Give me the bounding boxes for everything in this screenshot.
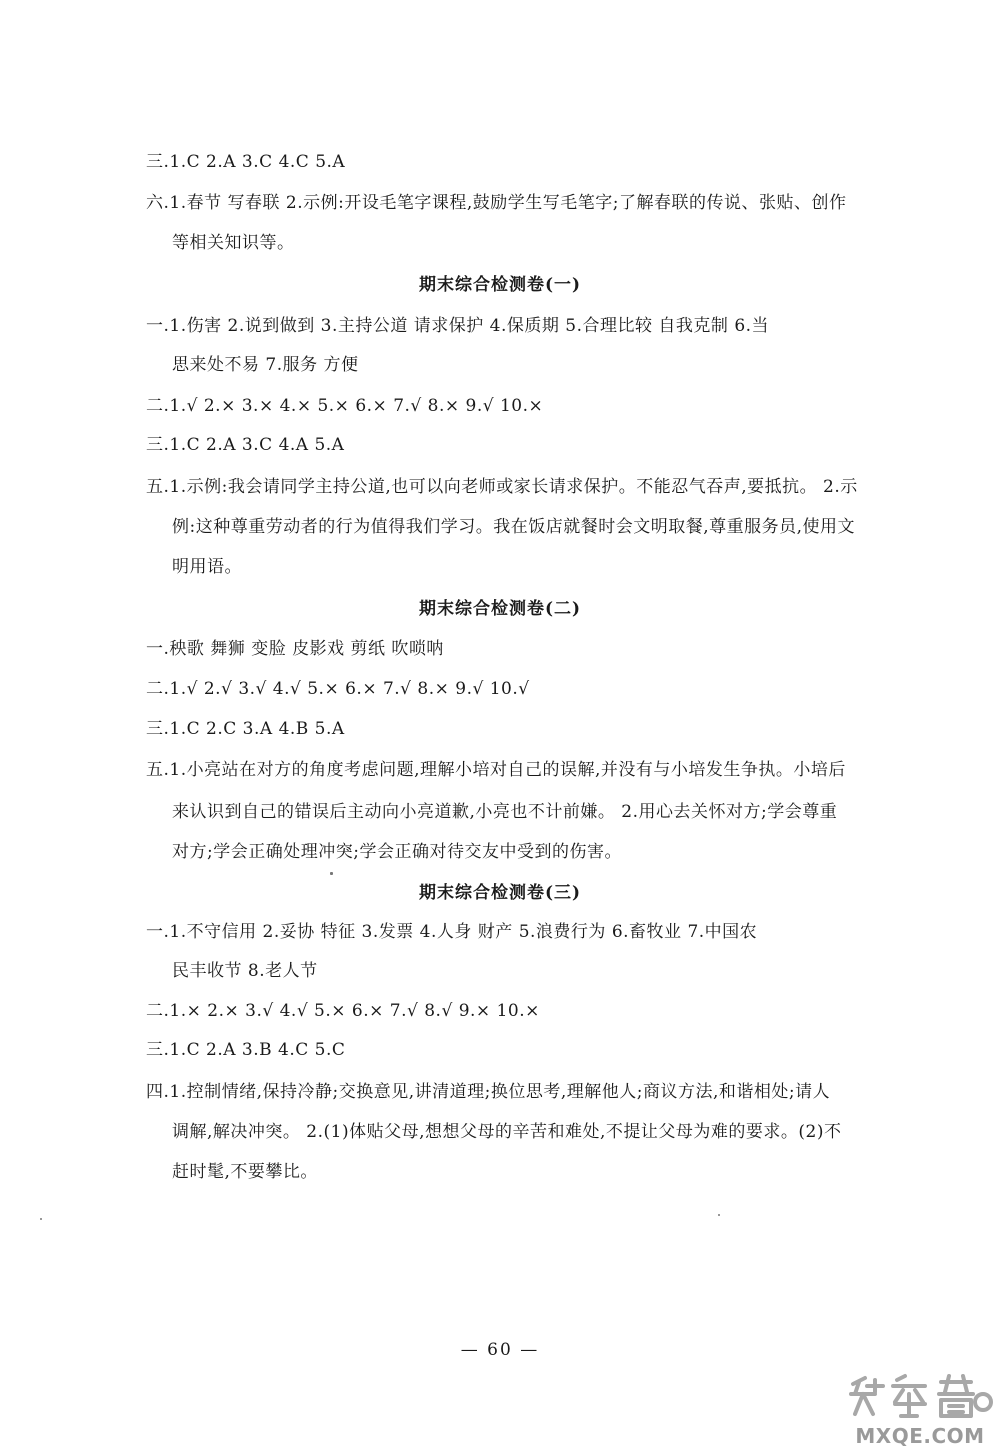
site-watermark: [845, 1372, 995, 1448]
answer-line: 三.1.C 2.C 3.A 4.B 5.A: [146, 719, 345, 739]
section-heading: 期末综合检测卷(二): [418, 599, 582, 619]
answer-line: 调解,解决冲突。 2.(1)体贴父母,想想父母的辛苦和难处,不提让父母为难的要求。(2)不: [172, 1122, 842, 1142]
section-heading: 期末综合检测卷(一): [418, 275, 582, 295]
watermark-logo-icon: [845, 1372, 995, 1420]
answer-line: 例:这种尊重劳动者的行为值得我们学习。我在饭店就餐时会文明取餐,尊重服务员,使用文: [172, 517, 856, 537]
answer-line: 二.1.× 2.× 3.√ 4.√ 5.× 6.× 7.√ 8.√ 9.× 10.×: [146, 1001, 540, 1021]
scan-speck: [718, 1214, 720, 1216]
answer-line: 六.1.春节 写春联 2.示例:开设毛笔字课程,鼓励学生写毛笔字;了解春联的传说、张贴、创作: [146, 193, 847, 213]
answer-line: 五.1.小亮站在对方的角度考虑问题,理解小培对自己的误解,并没有与小培发生争执。小培后: [146, 760, 846, 780]
answer-line: 三.1.C 2.A 3.B 4.C 5.C: [146, 1040, 346, 1060]
answer-line: 二.1.√ 2.√ 3.√ 4.√ 5.× 6.× 7.√ 8.× 9.√ 10.√: [146, 679, 530, 699]
scan-speck: [330, 872, 333, 875]
answer-line: 四.1.控制情绪,保持冷静;交换意见,讲清道理;换位思考,理解他人;商议方法,和谐相处;请人: [146, 1082, 831, 1102]
section-heading: 期末综合检测卷(三): [418, 883, 582, 903]
answer-line: 思来处不易 7.服务 方便: [172, 355, 359, 375]
answer-line: 三.1.C 2.A 3.C 4.C 5.A: [146, 152, 346, 172]
answer-line: 二.1.√ 2.× 3.× 4.× 5.× 6.× 7.√ 8.× 9.√ 10.×: [146, 396, 544, 416]
answer-line: 一.1.伤害 2.说到做到 3.主持公道 请求保护 4.保质期 5.合理比较 自我克制 6.当: [146, 316, 770, 336]
scan-speck: [40, 1218, 42, 1220]
answer-line: 对方;学会正确处理冲突;学会正确对待交友中受到的伤害。: [172, 842, 622, 862]
answer-line: 等相关知识等。: [172, 233, 295, 253]
watermark-text: MXQE.COM: [855, 1424, 985, 1448]
answer-line: 来认识到自己的错误后主动向小亮道歉,小亮也不计前嫌。 2.用心去关怀对方;学会尊重: [172, 802, 838, 822]
answer-line: 一.秧歌 舞狮 变脸 皮影戏 剪纸 吹唢呐: [146, 639, 444, 659]
answer-line: 明用语。: [172, 557, 242, 577]
page-number: — 60 —: [460, 1340, 540, 1360]
answer-line: 三.1.C 2.A 3.C 4.A 5.A: [146, 435, 345, 455]
answer-line: 一.1.不守信用 2.妥协 特征 3.发票 4.人身 财产 5.浪费行为 6.畜牧业 7.中国农: [146, 922, 758, 942]
answer-line: 民丰收节 8.老人节: [172, 961, 318, 981]
answer-line: 五.1.示例:我会请同学主持公道,也可以向老师或家长请求保护。不能忍气吞声,要抵抗。 2.示: [146, 477, 858, 497]
answer-line: 赶时髦,不要攀比。: [172, 1162, 318, 1182]
